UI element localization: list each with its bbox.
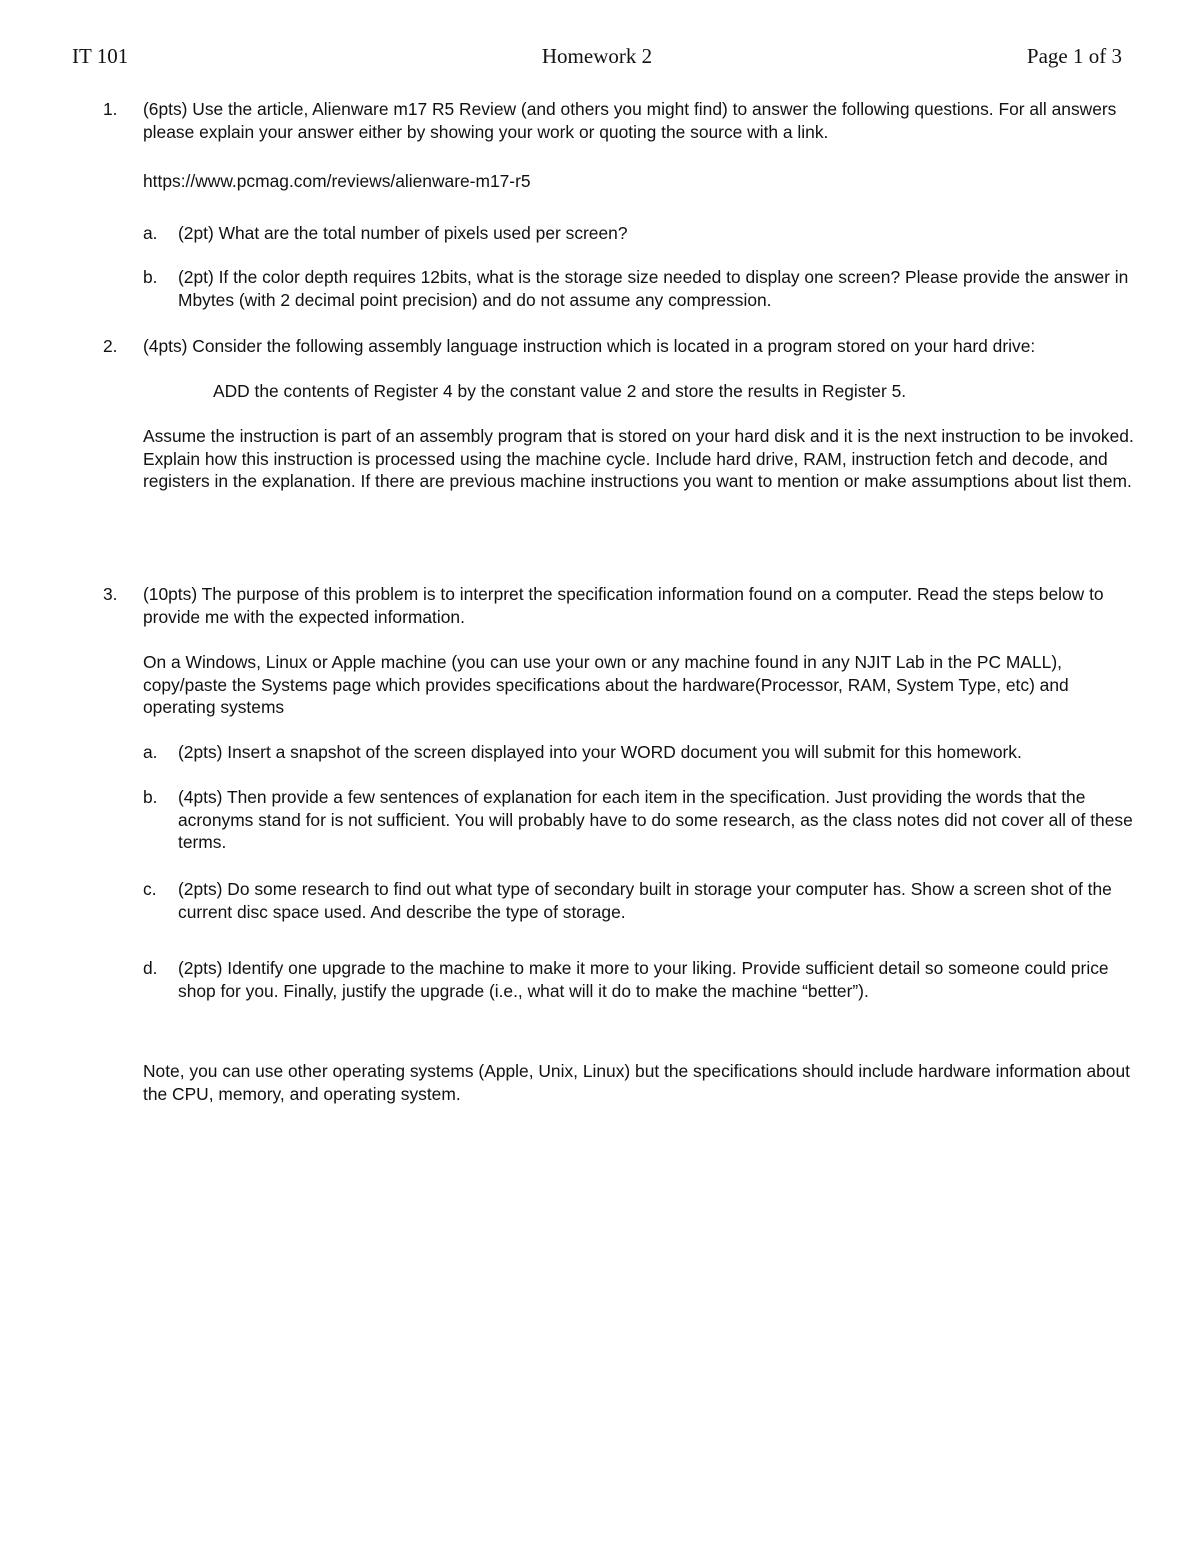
sub-letter: a. (143, 223, 158, 243)
question-2 (103, 335, 1143, 358)
question-2-paragraph: Assume the instruction is part of an assembly program that is stored on your hard disk and it is the next instruction to be invoked. Explain how this instruction is processed using the machine cycle. Include hard drive, RAM, instruction fetch and decode, and registers in the explanation. If there are previous machine instructions you want to mention or make assumptions about list them. (143, 426, 1134, 491)
question-1 (103, 98, 1143, 143)
sub-text: (2pts) Do some research to find out what type of secondary built in storage your computer has. Show a screen shot of the current disc space used. And describe the type of storage. (178, 879, 1112, 922)
page-header (72, 44, 1122, 74)
sub-text: (2pts) Insert a snapshot of the screen displayed into your WORD document you will submit for this homework. (178, 742, 1022, 762)
question-3-paragraph: On a Windows, Linux or Apple machine (you can use your own or any machine found in any NJIT Lab in the PC MALL), copy/paste the Systems page which provides specifications about the hardware(Processor, RAM, System Type, etc) and operating systems (143, 652, 1069, 717)
question-3a (143, 741, 1143, 764)
page-number: Page 1 of 3 (1026, 44, 1122, 68)
sub-letter: a. (143, 742, 158, 762)
sub-letter: d. (143, 958, 158, 978)
sub-text: (2pt) If the color depth requires 12bits, what is the storage size needed to display one screen? Please provide the answer in Mbytes (with 2 decimal point precision) and do not assume any compression. (178, 267, 1129, 310)
document-title: Homework 2 (541, 44, 653, 68)
question-number: 2. (103, 336, 118, 356)
sub-letter: b. (143, 787, 158, 807)
question-text: (6pts) Use the article, Alienware m17 R5 Review (and others you might find) to answer the following questions. For all answers please explain your answer either by showing your work or quoting the source with a link. (143, 99, 1117, 142)
question-3c (143, 878, 1143, 923)
sub-text: (2pt) What are the total number of pixels used per screen? (178, 223, 628, 243)
question-text: (10pts) The purpose of this problem is to interpret the specification information found on a computer. Read the steps below to provide me with the expected information. (143, 584, 1104, 627)
question-number: 1. (103, 99, 118, 119)
sub-letter: b. (143, 267, 158, 287)
question-1a (143, 222, 1143, 245)
question-3b (143, 786, 1143, 854)
note-paragraph: Note, you can use other operating systems (Apple, Unix, Linux) but the specifications should include hardware information about the CPU, memory, and operating system. (143, 1061, 1130, 1104)
question-number: 3. (103, 584, 118, 604)
assembly-instruction: ADD the contents of Register 4 by the constant value 2 and store the results in Register 5. (213, 381, 907, 401)
sub-letter: c. (143, 879, 157, 899)
sub-text: (2pts) Identify one upgrade to the machine to make it more to your liking. Provide sufficient detail so someone could price shop for you. Finally, justify the upgrade (i.e., what will it do to make the machine “better”). (178, 958, 1109, 1001)
question-3d (143, 957, 1143, 1002)
question-1b (143, 266, 1143, 311)
sub-text: (4pts) Then provide a few sentences of explanation for each item in the specification. Just providing the words that the acronyms stand for is not sufficient. You will probably have to do some research, as the class notes did not cover all of these terms. (178, 787, 1133, 852)
question-text: (4pts) Consider the following assembly language instruction which is located in a program stored on your hard drive: (143, 336, 1036, 356)
question-3 (103, 583, 1143, 628)
article-link[interactable]: https://www.pcmag.com/reviews/alienware-m17-r5 (143, 171, 531, 191)
course-label: IT 101 (72, 44, 129, 68)
